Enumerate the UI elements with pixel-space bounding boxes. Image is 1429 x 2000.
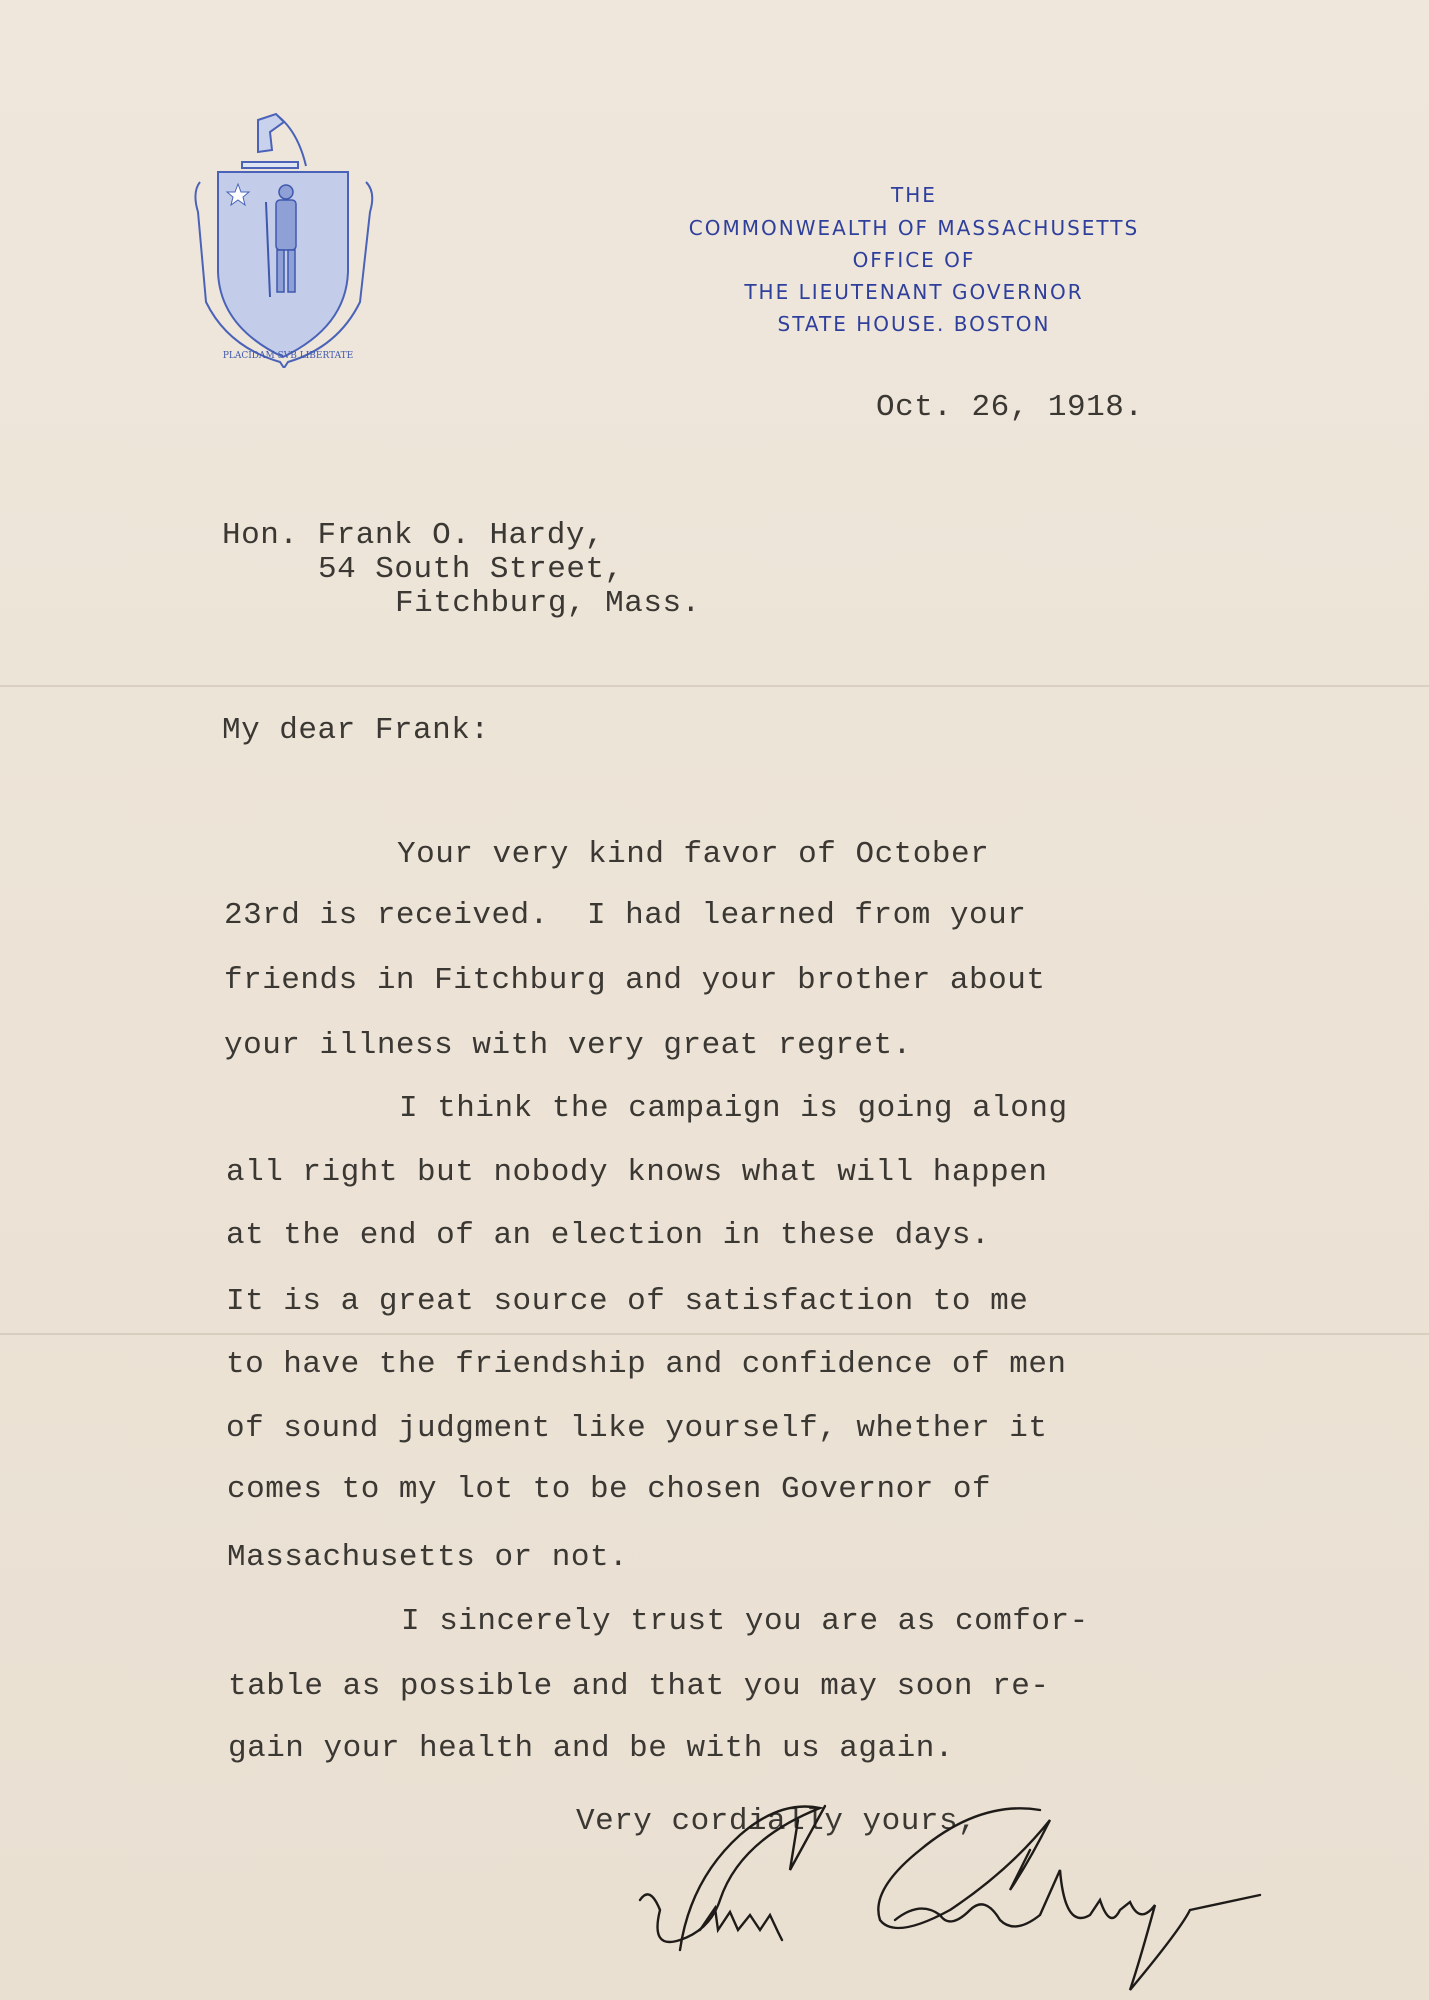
body-line: 23rd is received. I had learned from your	[224, 898, 1027, 933]
body-line: I think the campaign is going along	[399, 1091, 1068, 1126]
recipient-line: Hon. Frank O. Hardy,	[222, 518, 605, 553]
closing: Very cordially yours,	[576, 1804, 978, 1839]
body-line: I sincerely trust you are as comfor-	[401, 1604, 1089, 1639]
body-line: to have the friendship and confidence of men	[226, 1347, 1067, 1382]
letterhead-line: STATE HOUSE. BOSTON	[777, 312, 1051, 336]
body-line: Massachusetts or not.	[227, 1540, 629, 1575]
paper-fold-line	[0, 685, 1429, 687]
body-line: table as possible and that you may soon re-	[228, 1669, 1050, 1704]
body-line: It is a great source of satisfaction to me	[226, 1284, 1029, 1319]
body-line: gain your health and be with us again.	[228, 1731, 954, 1766]
recipient-line: 54 South Street,	[318, 552, 624, 587]
letter-date: Oct. 26, 1918.	[876, 390, 1144, 425]
letterhead-line: COMMONWEALTH OF MASSACHUSETTS	[688, 216, 1140, 240]
body-line: of sound judgment like yourself, whether it	[226, 1411, 1048, 1446]
letterhead-line: THE	[891, 183, 937, 207]
body-line: all right but nobody knows what will happen	[226, 1155, 1048, 1190]
letterhead-line: OFFICE OF	[852, 248, 976, 272]
body-line: friends in Fitchburg and your brother about	[224, 963, 1046, 998]
massachusetts-seal-icon	[188, 112, 388, 368]
body-line: Your very kind favor of October	[397, 837, 990, 872]
body-line: at the end of an election in these days.	[226, 1218, 991, 1253]
seal-motto: PLACIDAM SVB LIBERTATE	[222, 351, 354, 361]
body-line: your illness with very great regret.	[224, 1028, 912, 1063]
handwritten-signature	[620, 1790, 1280, 1995]
recipient-line: Fitchburg, Mass.	[395, 586, 701, 621]
letterhead-line: THE LIEUTENANT GOVERNOR	[744, 280, 1084, 304]
salutation: My dear Frank:	[222, 713, 490, 748]
body-line: comes to my lot to be chosen Governor of	[227, 1472, 992, 1507]
paper-fold-line	[0, 1333, 1429, 1335]
